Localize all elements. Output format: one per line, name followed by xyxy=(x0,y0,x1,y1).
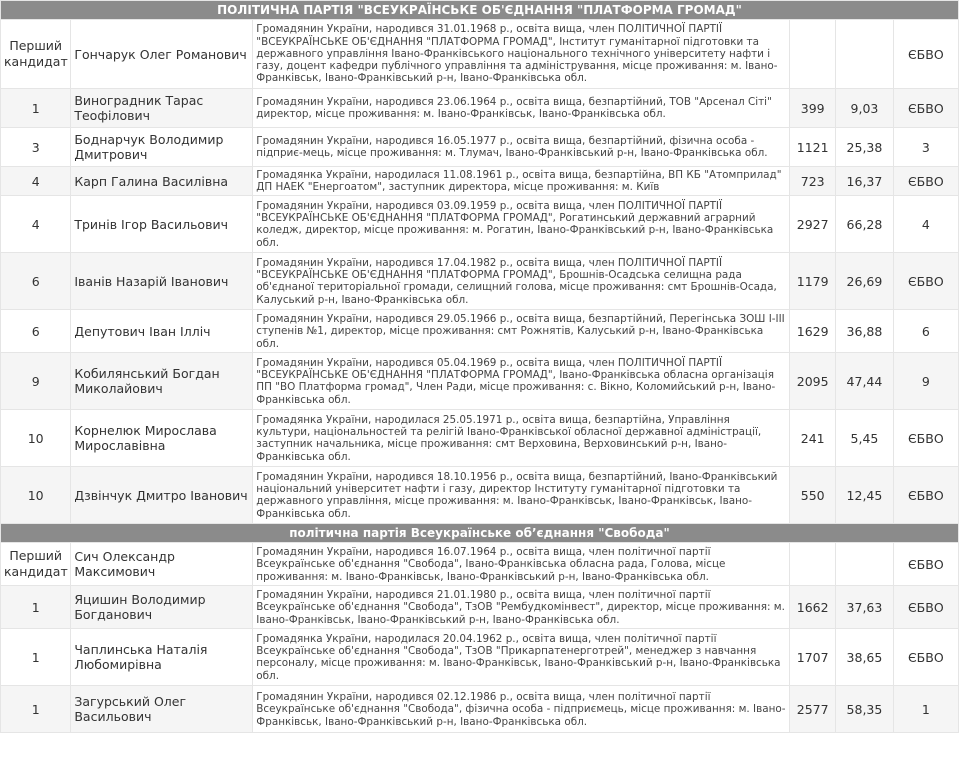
candidate-name: Корнелюк Мирослава Мирославівна xyxy=(71,410,252,466)
candidate-votes xyxy=(790,543,835,585)
candidate-name: Карп Галина Василівна xyxy=(71,167,252,195)
candidate-percent: 9,03 xyxy=(836,89,892,127)
candidate-votes: 399 xyxy=(790,89,835,127)
candidate-row xyxy=(1,253,958,309)
candidate-row xyxy=(1,89,958,127)
candidate-bio: Громадянин України, народився 31.01.1968 р., освіта вища, член ПОЛІТИЧНОЇ ПАРТІЇ "ВСЕУКРАЇНСЬКЕ ОБ'ЄДНАННЯ "ПЛАТФОРМА ГРОМАД", Інститут гуманітарної підготовки та державного управління Івано-Франківського національного технічного університету нафти і газу, доцент кафедри публічного управління та адміністрування, місце проживання: м. Івано-Франківськ, Івано-Франківський р-н, Івано-Франківська обл. xyxy=(253,20,789,88)
candidate-votes: 2095 xyxy=(790,353,835,409)
candidate-percent: 37,63 xyxy=(836,586,892,628)
candidate-percent: 12,45 xyxy=(836,467,892,523)
party-title: ПОЛІТИЧНА ПАРТІЯ "ВСЕУКРАЇНСЬКЕ ОБ'ЄДНАННЯ "ПЛАТФОРМА ГРОМАД" xyxy=(1,1,958,19)
candidate-result: 1 xyxy=(894,686,958,732)
candidate-result: 3 xyxy=(894,128,958,166)
candidate-district: 9 xyxy=(1,353,70,409)
candidate-name: Загурський Олег Васильович xyxy=(71,686,252,732)
candidate-bio: Громадянин України, народився 21.01.1980 р., освіта вища, член політичної партії Всеукраїнське об'єднання "Свобода", ТзОВ "Рембудкомінвест", директор, місце проживання: м. Івано-Франківськ, Івано-Франківський р-н, Івано-Франківська обл. xyxy=(253,586,789,628)
candidate-result: 9 xyxy=(894,353,958,409)
party-title: політична партія Всеукраїнське об’єднання "Свобода" xyxy=(1,524,958,542)
candidate-bio: Громадянин України, народився 16.05.1977 р., освіта вища, безпартійний, фізична особа - підприє-мець, місце проживання: м. Тлумач, Івано-Франківський р-н, Івано-Франківська обл. xyxy=(253,128,789,166)
candidate-votes: 2577 xyxy=(790,686,835,732)
candidate-district: 4 xyxy=(1,196,70,252)
candidate-name: Тринів Ігор Васильович xyxy=(71,196,252,252)
candidate-district: 6 xyxy=(1,310,70,352)
candidate-row xyxy=(1,686,958,732)
candidate-percent: 25,38 xyxy=(836,128,892,166)
candidate-name: Кобилянський Богдан Миколайович xyxy=(71,353,252,409)
candidate-bio: Громадянка України, народилася 20.04.1962 р., освіта вища, член політичної партії Всеукраїнське об'єднання "Свобода", ТзОВ "Прикарпатенерготрей", менеджер з навчання персоналу, місце проживання: м. Івано-Франківськ, Івано-Франківський р-н, Івано-Франківська обл. xyxy=(253,629,789,685)
candidate-name: Сич Олександр Максимович xyxy=(71,543,252,585)
candidate-votes: 1179 xyxy=(790,253,835,309)
candidate-bio: Громадянка України, народилася 11.08.1961 р., освіта вища, безпартійна, ВП КБ "Атомприлад" ДП НАЕК "Енергоатом", заступник директора, місце проживання: м. Київ xyxy=(253,167,789,195)
candidate-result: 4 xyxy=(894,196,958,252)
candidate-row xyxy=(1,586,958,628)
candidate-district: 4 xyxy=(1,167,70,195)
candidate-district: Перший кандидат xyxy=(1,20,70,88)
candidate-percent: 58,35 xyxy=(836,686,892,732)
candidate-result: ЄБВО xyxy=(894,586,958,628)
candidate-row xyxy=(1,128,958,166)
candidate-percent: 16,37 xyxy=(836,167,892,195)
candidate-district: 1 xyxy=(1,89,70,127)
candidate-result: ЄБВО xyxy=(894,629,958,685)
candidate-bio: Громадянин України, народився 03.09.1959 р., освіта вища, член ПОЛІТИЧНОЇ ПАРТІЇ "ВСЕУКРАЇНСЬКЕ ОБ'ЄДНАННЯ "ПЛАТФОРМА ГРОМАД", Рогатинський державний аграрний коледж, директор, місце проживання: м. Рогатин, Івано-Франківський р-н, Івано-Франківська обл. xyxy=(253,196,789,252)
candidate-percent: 47,44 xyxy=(836,353,892,409)
candidate-votes: 241 xyxy=(790,410,835,466)
candidate-percent: 38,65 xyxy=(836,629,892,685)
candidate-row xyxy=(1,543,958,585)
candidate-bio: Громадянин України, народився 29.05.1966 р., освіта вища, безпартійний, Перегінська ЗОШ І-ІІІ ступенів №1, директор, місце проживання: смт Рожнятів, Калуський р-н, Івано-Франківська обл. xyxy=(253,310,789,352)
candidate-name: Виноградник Тарас Теофілович xyxy=(71,89,252,127)
candidate-result: ЄБВО xyxy=(894,253,958,309)
candidate-result: ЄБВО xyxy=(894,467,958,523)
candidate-bio: Громадянин України, народився 05.04.1969 р., освіта вища, член ПОЛІТИЧНОЇ ПАРТІЇ "ВСЕУКРАЇНСЬКЕ ОБ'ЄДНАННЯ "ПЛАТФОРМА ГРОМАД", Івано-Франківська обласна організація ПП "ВО Платформа громад", Член Ради, місце проживання: с. Вікно, Коломийський р-н, Івано-Франківська обл. xyxy=(253,353,789,409)
candidate-district: Перший кандидат xyxy=(1,543,70,585)
candidate-row xyxy=(1,167,958,195)
candidate-percent: 26,69 xyxy=(836,253,892,309)
party-header xyxy=(1,1,958,19)
candidate-district: 3 xyxy=(1,128,70,166)
candidate-percent: 5,45 xyxy=(836,410,892,466)
candidate-result: ЄБВО xyxy=(894,543,958,585)
candidate-result: ЄБВО xyxy=(894,20,958,88)
candidate-bio: Громадянка України, народилася 25.05.1971 р., освіта вища, безпартійна, Управління культури, національностей та релігій Івано-Франківської обласної державної адміністрації, заступник начальника, місце проживання: смт Верховина, Верховинський р-н, Івано-Франківська обл. xyxy=(253,410,789,466)
candidate-district: 6 xyxy=(1,253,70,309)
candidate-bio: Громадянин України, народився 16.07.1964 р., освіта вища, член політичної партії Всеукраїнське об'єднання "Свобода", Івано-Франківська обласна рада, Голова, місце проживання: м. Івано-Франківськ, Івано-Франківський р-н, Івано-Франківська обл. xyxy=(253,543,789,585)
candidate-votes: 1121 xyxy=(790,128,835,166)
candidate-result: 6 xyxy=(894,310,958,352)
candidate-result: ЄБВО xyxy=(894,167,958,195)
candidate-votes: 1662 xyxy=(790,586,835,628)
candidate-district: 1 xyxy=(1,629,70,685)
candidate-district: 10 xyxy=(1,410,70,466)
candidate-percent: 36,88 xyxy=(836,310,892,352)
candidate-row xyxy=(1,310,958,352)
candidate-result: ЄБВО xyxy=(894,89,958,127)
candidate-percent: 66,28 xyxy=(836,196,892,252)
party-header xyxy=(1,524,958,542)
candidate-name: Яцишин Володимир Богданович xyxy=(71,586,252,628)
candidate-row xyxy=(1,353,958,409)
candidate-name: Боднарчук Володимир Дмитрович xyxy=(71,128,252,166)
candidate-bio: Громадянин України, народився 18.10.1956 р., освіта вища, безпартійний, Івано-Франківський національний університет нафти і газу, директор Інституту гуманітарної підготовки та державного управління, місце проживання: м. Івано-Франківськ, Івано-Франківськ, Івано-Франківська обл. xyxy=(253,467,789,523)
candidate-row xyxy=(1,467,958,523)
candidate-district: 10 xyxy=(1,467,70,523)
candidate-bio: Громадянин України, народився 02.12.1986 р., освіта вища, член політичної партії Всеукраїнське об'єднання "Свобода", фізична особа - підприємець, місце проживання: м. Івано-Франківськ, Івано-Франківський р-н, Івано-Франківська обл. xyxy=(253,686,789,732)
candidate-name: Іванів Назарій Іванович xyxy=(71,253,252,309)
candidate-bio: Громадянин України, народився 17.04.1982 р., освіта вища, член ПОЛІТИЧНОЇ ПАРТІЇ "ВСЕУКРАЇНСЬКЕ ОБ'ЄДНАННЯ "ПЛАТФОРМА ГРОМАД", Брошнів-Осадська селищна рада об'єднаної територіальної громади, селищний голова, місце проживання: смт Брошнів-Осада, Калуський р-н, Івано-Франківська обл. xyxy=(253,253,789,309)
candidate-votes xyxy=(790,20,835,88)
candidate-result: ЄБВО xyxy=(894,410,958,466)
candidate-row xyxy=(1,629,958,685)
candidate-votes: 1707 xyxy=(790,629,835,685)
candidate-row xyxy=(1,196,958,252)
candidate-name: Чаплинська Наталія Любомирівна xyxy=(71,629,252,685)
candidate-row xyxy=(1,20,958,88)
candidate-district: 1 xyxy=(1,686,70,732)
candidate-bio: Громадянин України, народився 23.06.1964 р., освіта вища, безпартійний, ТОВ "Арсенал Сіті" директор, місце проживання: м. Івано-Франківськ, Івано-Франківська обл. xyxy=(253,89,789,127)
candidate-votes: 723 xyxy=(790,167,835,195)
candidate-percent xyxy=(836,543,892,585)
candidate-name: Депутович Іван Ілліч xyxy=(71,310,252,352)
candidate-votes: 1629 xyxy=(790,310,835,352)
candidate-name: Дзвінчук Дмитро Іванович xyxy=(71,467,252,523)
candidate-name: Гончарук Олег Романович xyxy=(71,20,252,88)
candidate-row xyxy=(1,410,958,466)
candidate-votes: 550 xyxy=(790,467,835,523)
candidate-percent xyxy=(836,20,892,88)
candidate-votes: 2927 xyxy=(790,196,835,252)
candidate-district: 1 xyxy=(1,586,70,628)
